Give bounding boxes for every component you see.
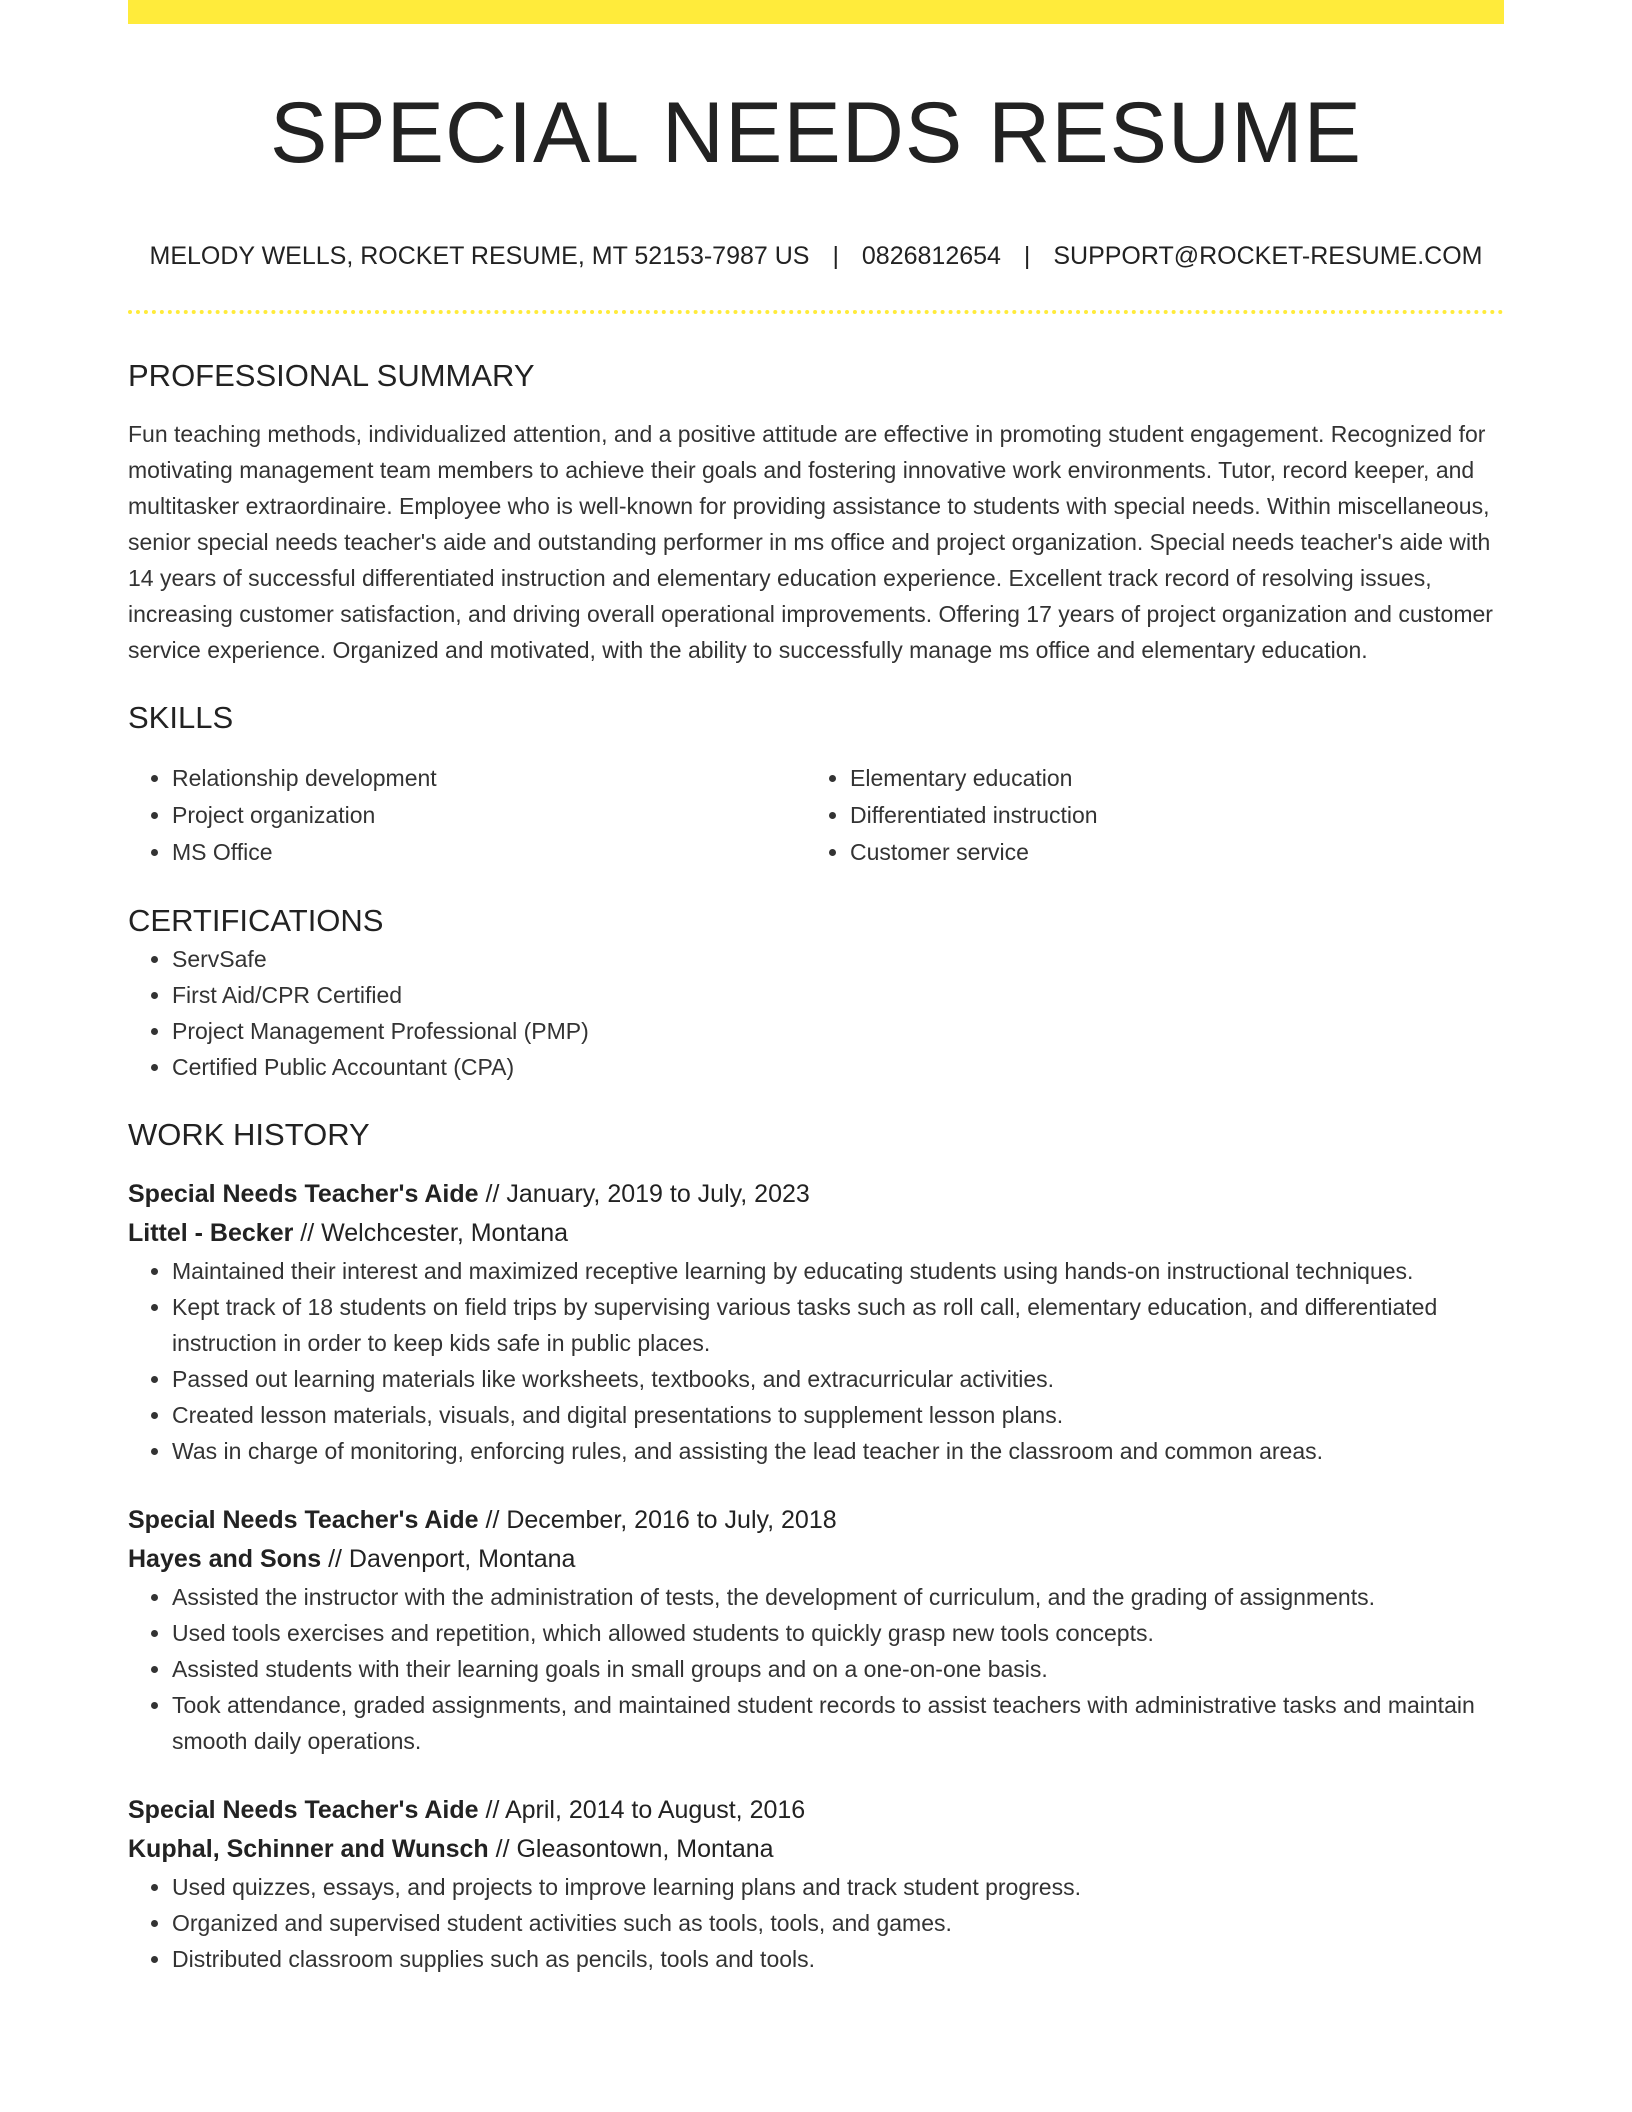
job-bullet: • Maintained their interest and maximized receptive learning by educating students using hands-on instructional techniques. (172, 1253, 1504, 1289)
job-bullet: • Created lesson materials, visuals, and digital presentations to supplement lesson plans. (172, 1397, 1504, 1433)
summary-text: Fun teaching methods, individualized attention, and a positive attitude are effective in promoting student engagement. Recognized for motivating management team members to achieve their goals and fostering innovative work environments. Tutor, record keeper, and multitasker extraordinaire. Employee who is well-known for providing assistance to students with special needs. Within miscellaneous, senior special needs teacher's aide and outstanding performer in ms office and project organization. Special needs teacher's aide with 14 years of successful differentiated instruction and elementary education experience. Excellent track record of resolving issues, increasing customer satisfaction, and driving overall operational improvements. Offering 17 years of project organization and customer service experience. Organized and motivated, with the ability to successfully manage ms office and elementary education. (128, 421, 1493, 663)
job-entry (128, 1791, 1504, 1977)
work-history-heading: WORK HISTORY (128, 1117, 370, 1152)
contact-phone: 0826812654 (861, 242, 1001, 270)
job-role-line (128, 1501, 1504, 1540)
certification-item: • Certified Public Accountant (CPA) (172, 1049, 1504, 1085)
job-entry (128, 1175, 1504, 1469)
resume-content (128, 0, 1504, 1977)
job-role-line (128, 1175, 1504, 1214)
contact-address: MELODY WELLS, ROCKET RESUME, MT 52153-7987 US (149, 242, 810, 270)
job-dates: // April, 2014 to August, 2016 (478, 1796, 806, 1824)
job-role: Special Needs Teacher's Aide (128, 1506, 479, 1534)
job-bullet: • Kept track of 18 students on field trips by supervising various tasks such as roll call, elementary education, and differentiated instruction in order to keep kids safe in public places. (172, 1289, 1504, 1361)
job-bullets (128, 1579, 1504, 1759)
job-bullet: • Used quizzes, essays, and projects to improve learning plans and track student progress. (172, 1869, 1504, 1905)
job-bullet: • Used tools exercises and repetition, which allowed students to quickly grasp new tools concepts. (172, 1615, 1504, 1651)
skill-item: • Customer service (850, 834, 1484, 871)
contact-email: SUPPORT@ROCKET-RESUME.COM (1053, 242, 1483, 270)
skills-left-list (128, 760, 806, 871)
certifications-heading: CERTIFICATIONS (128, 903, 384, 938)
job-bullet: • Distributed classroom supplies such as pencils, tools and tools. (172, 1941, 1504, 1977)
certification-item: • Project Management Professional (PMP) (172, 1013, 1504, 1049)
certification-item: • ServSafe (172, 941, 1504, 977)
job-bullet: • Took attendance, graded assignments, and maintained student records to assist teachers with administrative tasks and maintain smooth daily operations. (172, 1687, 1504, 1759)
skills-grid (128, 760, 1504, 871)
resume-title: SPECIAL NEEDS RESUME (269, 85, 1363, 181)
contact-separator: | (1023, 242, 1031, 270)
dotted-divider (128, 310, 1504, 314)
skill-item: • Project organization (172, 797, 806, 834)
job-location: // Gleasontown, Montana (488, 1835, 774, 1863)
job-role: Special Needs Teacher's Aide (128, 1180, 479, 1208)
skills-heading: SKILLS (128, 700, 234, 735)
job-company-line (128, 1540, 1504, 1579)
job-dates: // December, 2016 to July, 2018 (478, 1506, 837, 1534)
skill-item: • MS Office (172, 834, 806, 871)
job-role-line (128, 1791, 1504, 1830)
job-bullet: • Organized and supervised student activities such as tools, tools, and games. (172, 1905, 1504, 1941)
contact-separator: | (832, 242, 839, 270)
job-dates: // January, 2019 to July, 2023 (478, 1180, 810, 1208)
job-bullets (128, 1869, 1504, 1977)
job-role: Special Needs Teacher's Aide (128, 1796, 479, 1824)
job-company-line (128, 1214, 1504, 1253)
certification-item: • First Aid/CPR Certified (172, 977, 1504, 1013)
skills-right-list (806, 760, 1484, 871)
job-bullet: • Assisted students with their learning goals in small groups and on a one-on-one basis. (172, 1651, 1504, 1687)
skill-item: • Elementary education (850, 760, 1484, 797)
job-bullet: • Was in charge of monitoring, enforcing rules, and assisting the lead teacher in the classroom and common areas. (172, 1433, 1504, 1469)
job-company-line (128, 1830, 1504, 1869)
job-entry (128, 1501, 1504, 1759)
skill-item: • Differentiated instruction (850, 797, 1484, 834)
summary-heading: PROFESSIONAL SUMMARY (128, 358, 535, 393)
job-company: Kuphal, Schinner and Wunsch (128, 1835, 489, 1863)
skill-item: • Relationship development (172, 760, 806, 797)
contact-line (128, 240, 1504, 272)
accent-bar (128, 0, 1504, 24)
job-company: Littel - Becker (128, 1219, 294, 1247)
certifications-list (128, 941, 1504, 1085)
job-bullets (128, 1253, 1504, 1469)
job-location: // Welchcester, Montana (293, 1219, 569, 1247)
job-company: Hayes and Sons (128, 1545, 322, 1573)
job-bullet: • Passed out learning materials like worksheets, textbooks, and extracurricular activities. (172, 1361, 1504, 1397)
job-bullet: • Assisted the instructor with the administration of tests, the development of curriculum, and the grading of assignments. (172, 1579, 1504, 1615)
job-location: // Davenport, Montana (321, 1545, 576, 1573)
